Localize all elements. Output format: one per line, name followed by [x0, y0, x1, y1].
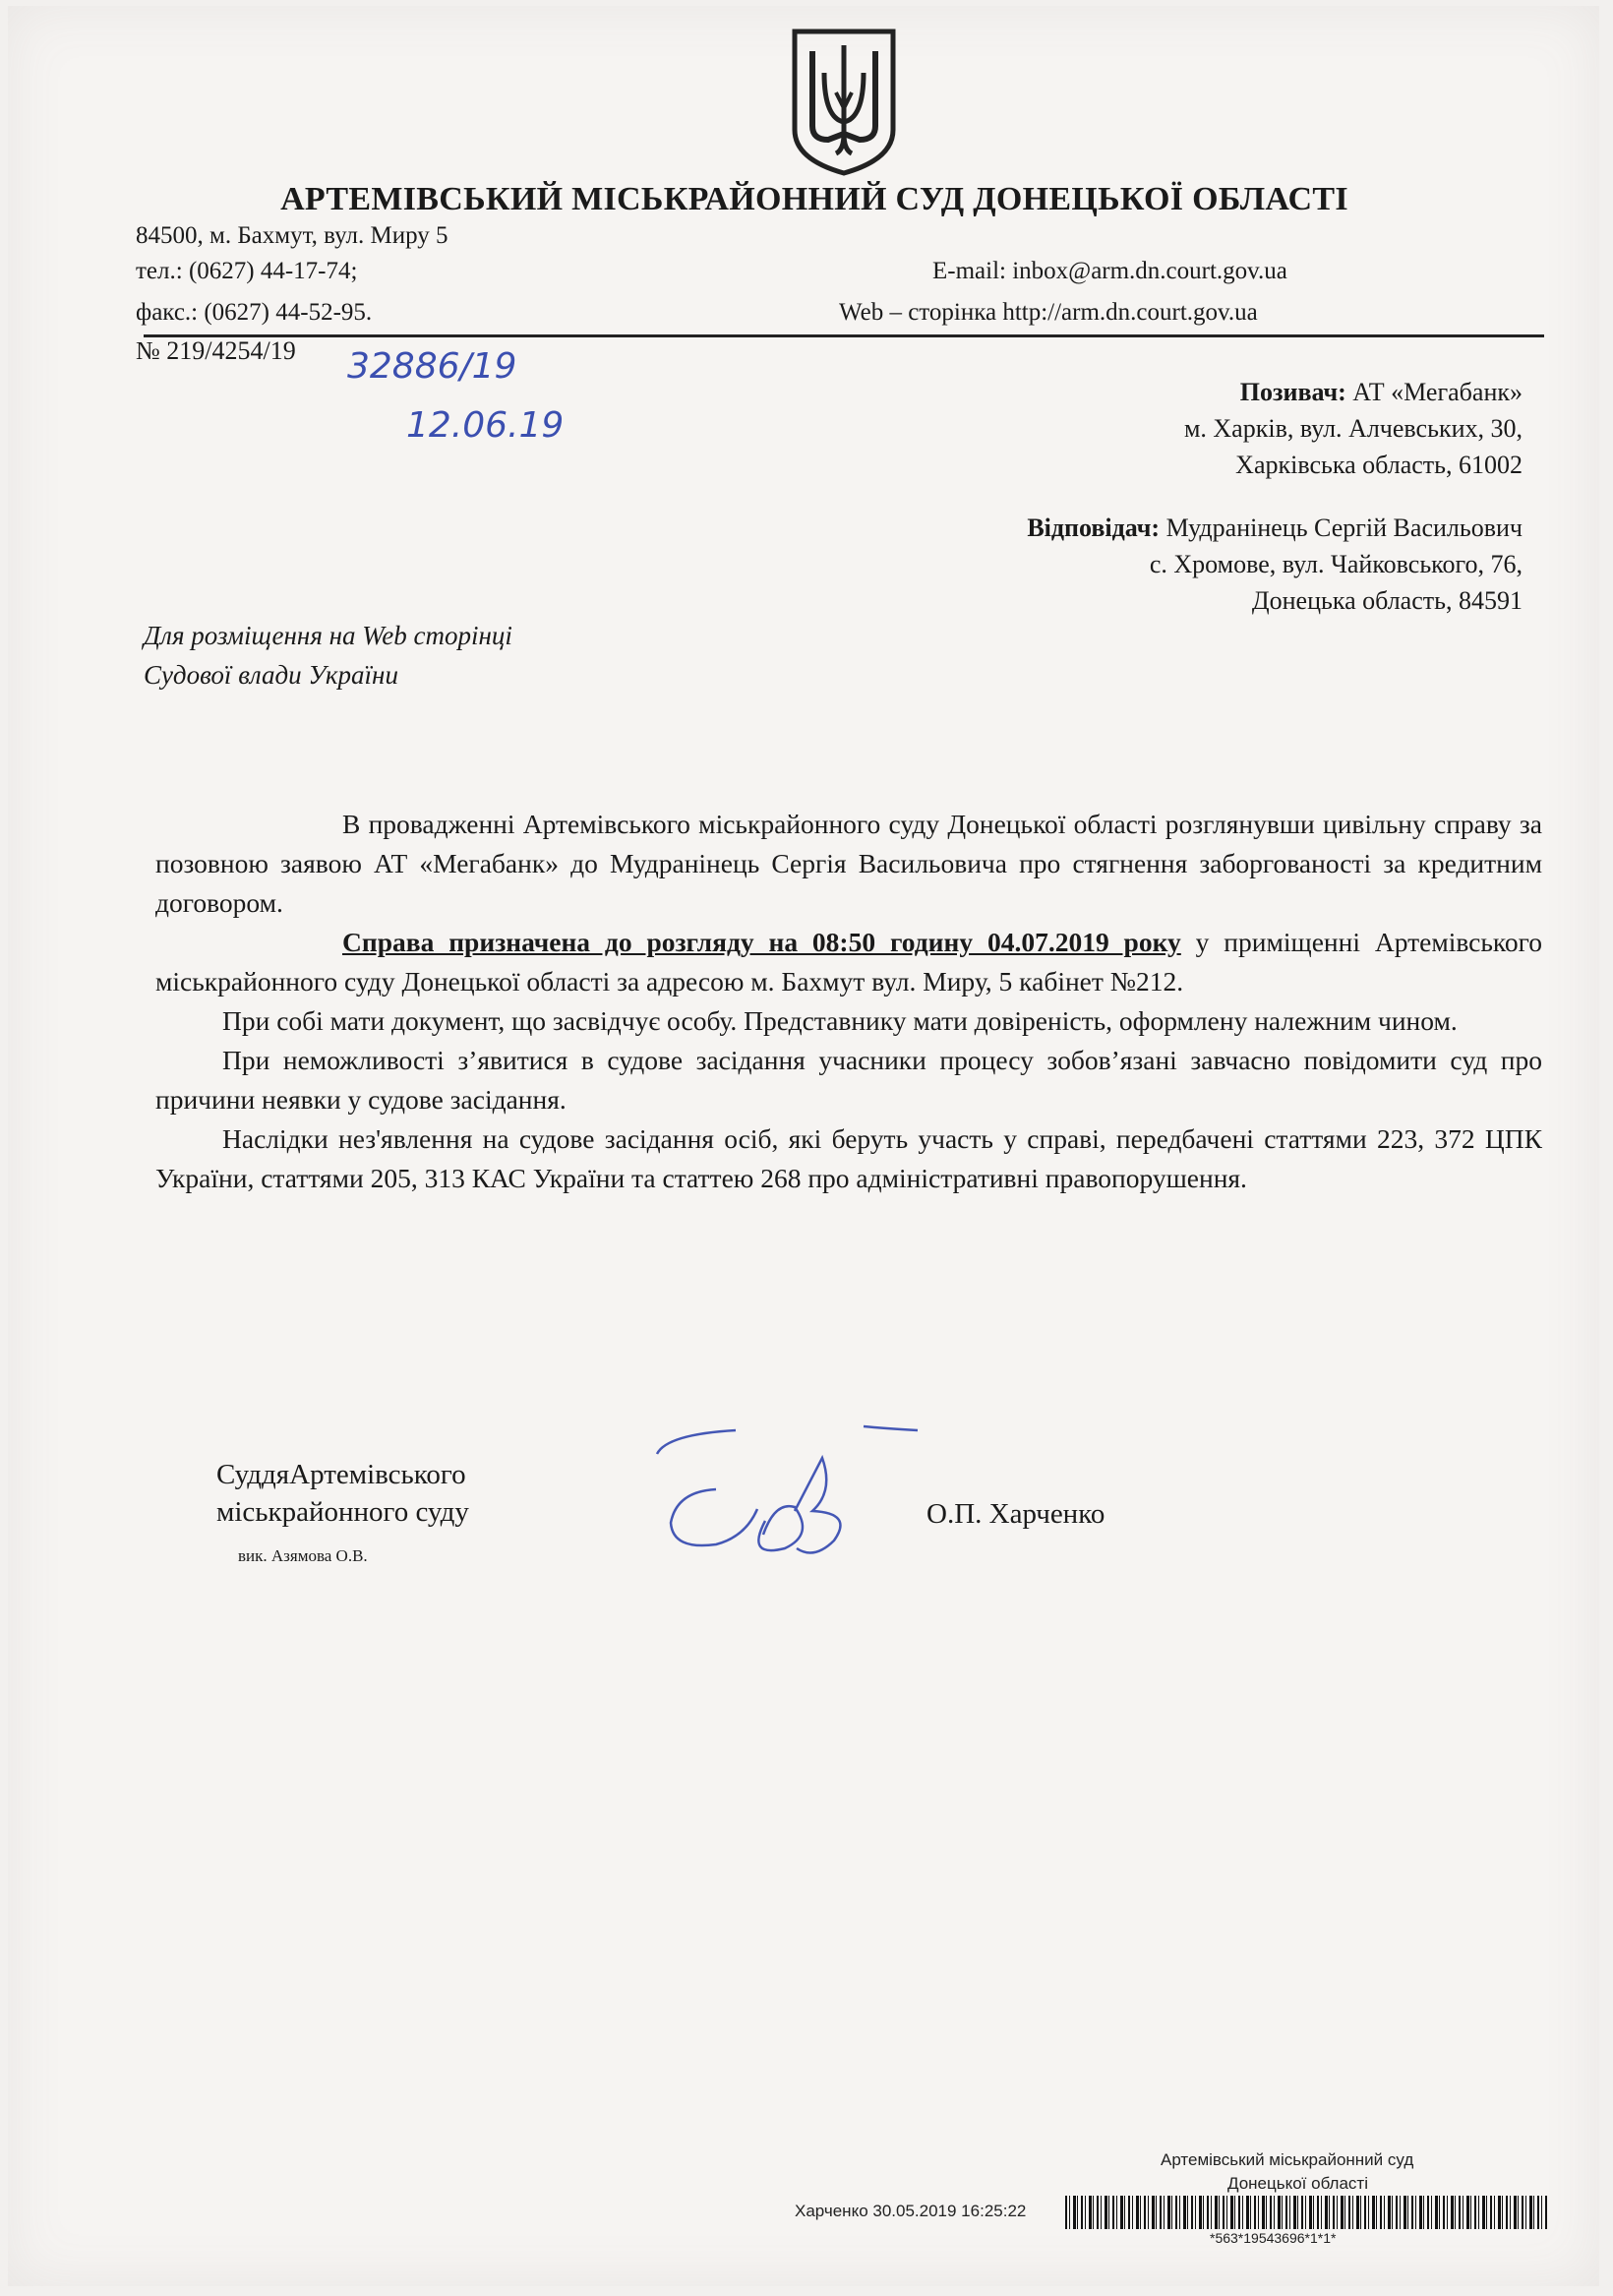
coat-of-arms-icon	[785, 24, 903, 179]
defendant-name: Мудранінець Сергій Васильович	[1165, 514, 1523, 542]
paragraph-hearing	[155, 923, 1542, 1001]
plaintiff-label: Позивач:	[1239, 378, 1346, 406]
document-barcode	[1065, 2196, 1547, 2229]
handwritten-registration-number: 32886/19	[347, 346, 517, 387]
header-divider	[144, 334, 1544, 337]
defendant-address-line2: Донецька область, 84591	[1251, 586, 1523, 615]
court-email: E-mail: inbox@arm.dn.court.gov.ua	[932, 258, 1287, 284]
paragraph-documents: При собі мати документ, що засвідчує особу. Представнику мати довіреність, оформлену належним чином.	[222, 1005, 1458, 1036]
court-name: АРТЕМІВСЬКИЙ МІСЬКРАЙОННИЙ СУД ДОНЕЦЬКОЇ ОБЛАСТІ	[280, 181, 1348, 217]
defendant-block	[1027, 510, 1523, 619]
plaintiff-block	[1184, 374, 1523, 483]
plaintiff-address-line2: Харківська область, 61002	[1235, 451, 1523, 479]
paragraph-case: В провадженні Артемівського міськрайонного суду Донецької області розглянувши цивільну справу за позовною заявою АТ «Мегабанк» до Мудранінець Сергія Васильовича про стягнення заборгованості за кредитним договором.	[155, 809, 1542, 918]
judge-name: О.П. Харченко	[926, 1498, 1105, 1530]
publication-note-line2: Судової влади України	[144, 660, 398, 690]
barcode-text: *563*19543696*1*1*	[1210, 2230, 1337, 2246]
judge-position-line2: міськрайонного суду	[216, 1496, 469, 1528]
publication-note-line1: Для розміщення на Web сторінці	[144, 621, 512, 650]
defendant-label: Відповідач:	[1027, 514, 1161, 542]
judge-position-line1: СуддяАртемівського	[216, 1459, 466, 1490]
handwritten-signature-icon	[647, 1413, 932, 1580]
executor-note: вик. Азямова О.В.	[238, 1546, 368, 1565]
notice-body	[155, 805, 1542, 1198]
stamp-timestamp: Харченко 30.05.2019 16:25:22	[795, 2202, 1027, 2220]
paragraph-consequences: Наслідки нез'явлення на судове засідання осіб, які беруть участь у справі, передбачені статтями 223, 372 ЦПК України, статтями 205, 313 КАС України та статтею 268 про адміністративні правопорушення.	[155, 1123, 1542, 1193]
hearing-date-text: Справа призначена до розгляду на 08:50 годину 04.07.2019 року	[342, 927, 1181, 957]
plaintiff-address-line1: м. Харків, вул. Алчевських, 30,	[1183, 414, 1523, 443]
court-web: Web – сторінка http://arm.dn.court.gov.ua	[839, 299, 1258, 326]
hearing-location-text: у приміщенні Артемівського міськрайонного суду Донецької області за адресою м. Бахмут вул. Миру, 5 кабінет №212.	[155, 927, 1542, 997]
judge-position	[216, 1456, 469, 1531]
case-number: № 219/4254/19	[136, 336, 296, 365]
defendant-address-line1: с. Хромове, вул. Чайковського, 76,	[1149, 550, 1523, 578]
stamp-region: Донецької області	[1227, 2174, 1368, 2193]
publication-note	[144, 616, 512, 695]
plaintiff-name: АТ «Мегабанк»	[1352, 378, 1523, 406]
court-address: 84500, м. Бахмут, вул. Миру 5	[136, 222, 448, 249]
court-fax: факс.: (0627) 44-52-95.	[136, 299, 373, 326]
court-phone: тел.: (0627) 44-17-74;	[136, 258, 358, 284]
paragraph-absence: При неможливості з’явитися в судове засідання учасники процесу зобов’язані завчасно повідомити суд про причини неявки у судове засідання.	[155, 1045, 1542, 1115]
handwritten-registration-date: 12.06.19	[406, 405, 565, 446]
document-sheet	[8, 6, 1599, 2286]
stamp-court-name: Артемівський міськрайонний суд	[1161, 2150, 1414, 2169]
